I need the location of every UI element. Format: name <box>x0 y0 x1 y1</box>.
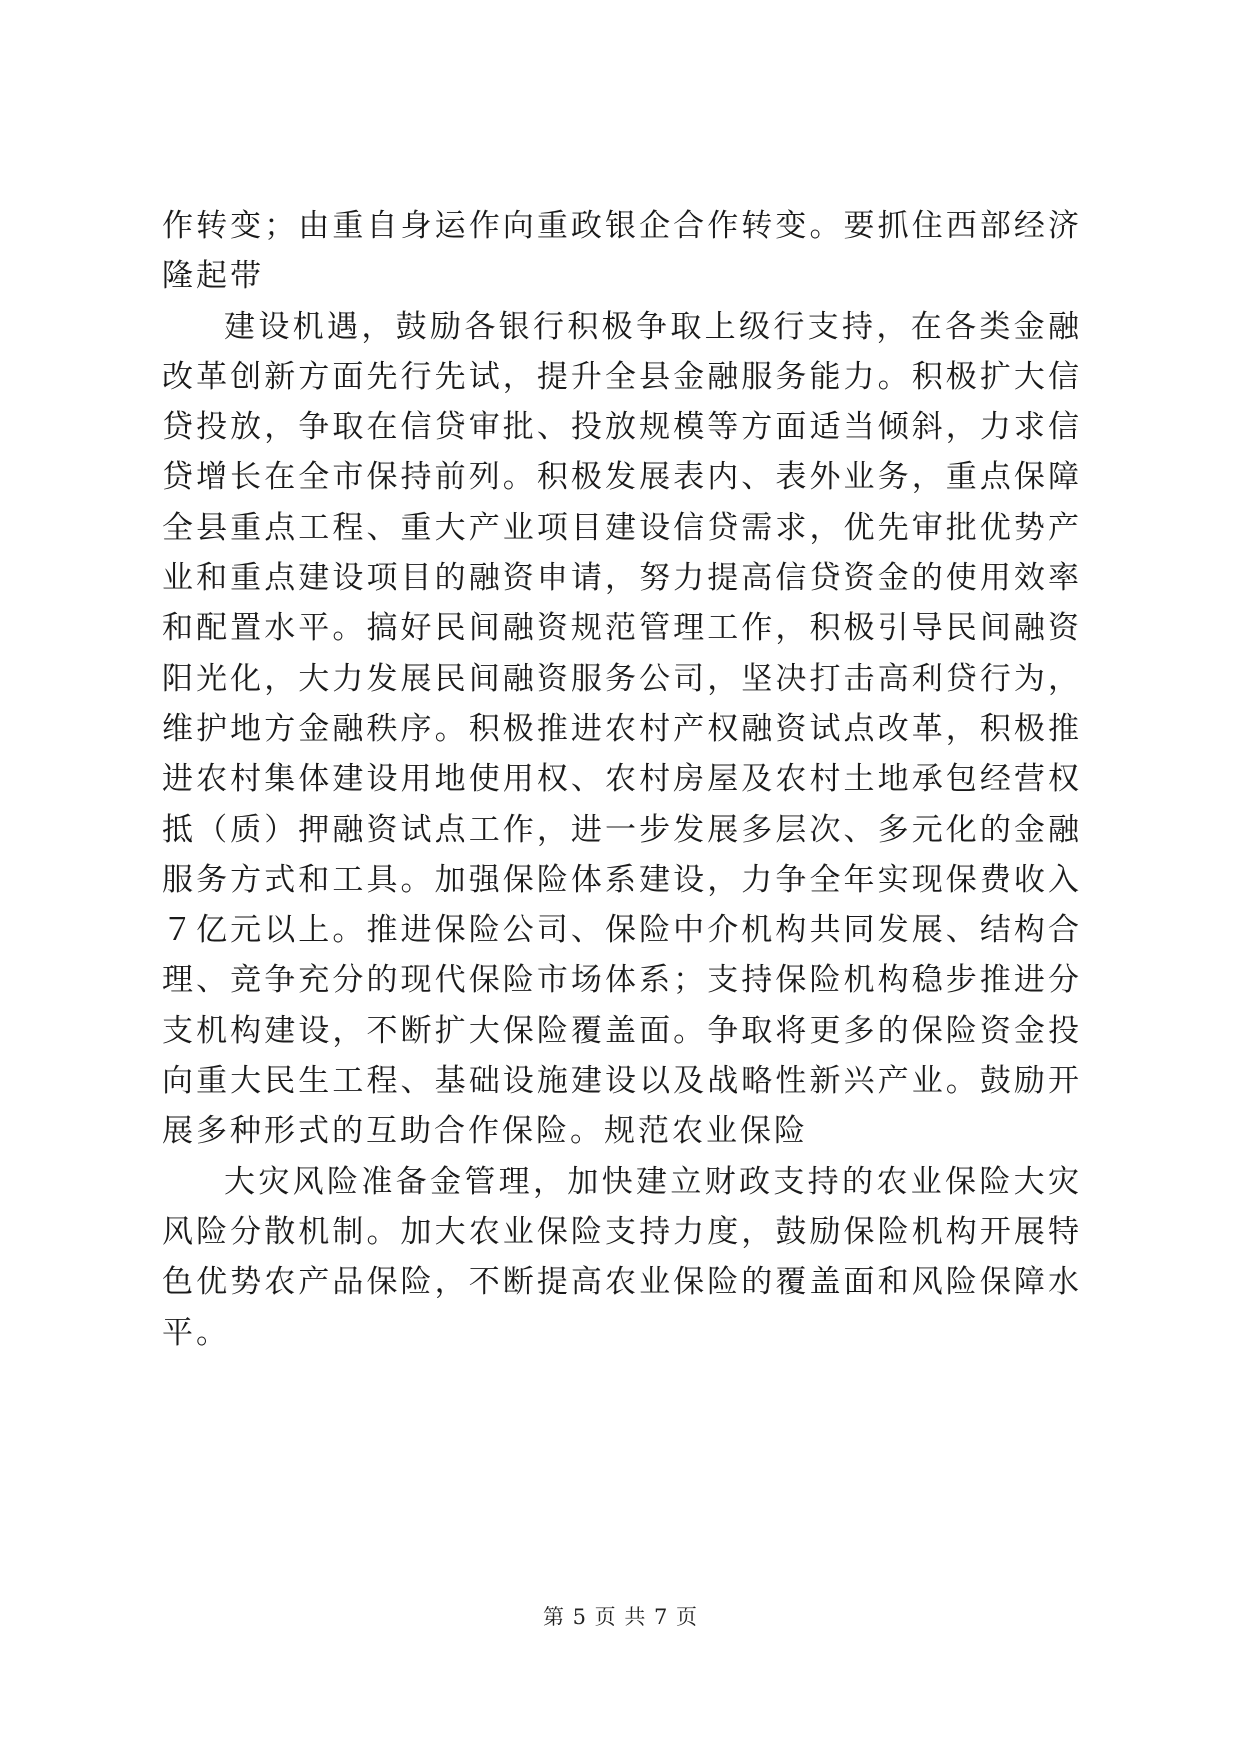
page-number-footer: 第 5 页 共 7 页 <box>542 1605 699 1629</box>
paragraph-agricultural-insurance: 大灾风险准备金管理，加快建立财政支持的农业保险大灾风险分散机制。加大农业保险支持力度，鼓励保险机构开展特色优势农产品保险，不断提高农业保险的覆盖面和风险保障水平。 <box>162 1163 1082 1351</box>
paragraph-continuation: 作转变；由重自身运作向重政银企合作转变。要抓住西部经济隆起带 <box>162 208 1082 295</box>
paragraph-finance-services: 建设机遇，鼓励各银行积极争取上级行支持，在各类金融改革创新方面先行先试，提升全县金融服务能力。积极扩大信贷投放，争取在信贷审批、投放规模等方面适当倾斜，力求信贷增长在全市保持前列。积极发展表内、表外业务，重点保障全县重点工程、重大产业项目建设信贷需求，优先审批优势产业和重点建设项目的融资申请，努力提高信贷资金的使用效率和配置水平。搞好民间融资规范管理工作，积极引导民间融资阳光化，大力发展民间融资服务公司，坚决打击高利贷行为，维护地方金融秩序。积极推进农村产权融资试点改革，积极推进农村集体建设用地使用权、农村房屋及农村土地承包经营权抵（质）押融资试点工作，进一步发展多层次、多元化的金融服务方式和工具。加强保险体系建设，力争全年实现保费收入７亿元以上。推进保险公司、保险中介机构共同发展、结构合理、竞争充分的现代保险市场体系；支持保险机构稳步推进分支机构建设，不断扩大保险覆盖面。争取将更多的保险资金投向重大民生工程、基础设施建设以及战略性新兴产业。鼓励开展多种形式的互助合作保险。规范农业保险 <box>162 308 1082 1150</box>
document-body <box>162 201 1082 1358</box>
